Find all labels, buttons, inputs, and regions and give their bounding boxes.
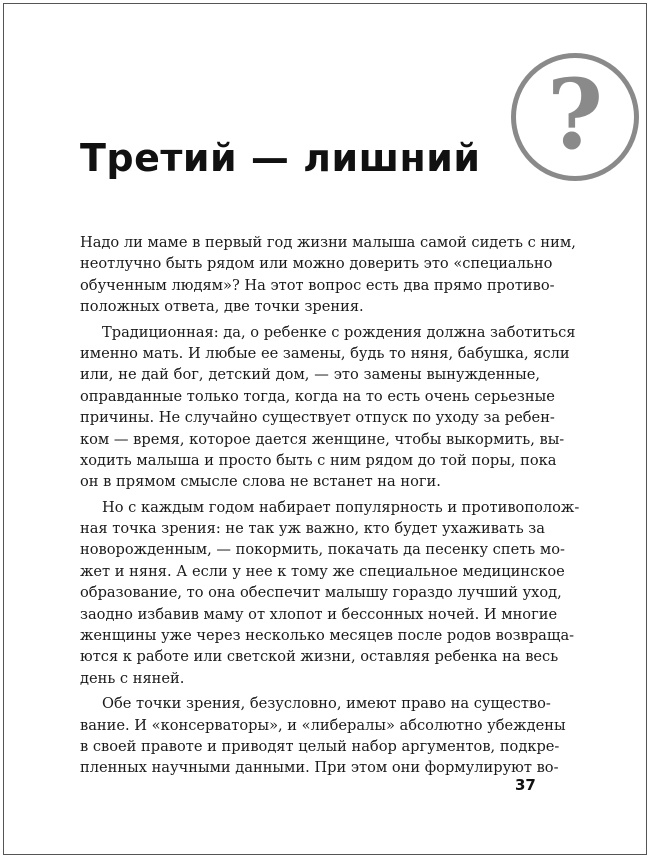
text-line: положных ответа, две точки зрения. bbox=[80, 298, 364, 316]
question-mark-badge bbox=[511, 53, 639, 181]
paragraph-4 bbox=[80, 693, 566, 779]
text-line: ходить малыша и просто быть с ним рядом до той поры, пока bbox=[80, 451, 557, 469]
question-mark-icon: ? bbox=[546, 58, 604, 171]
text-line: неотлучно быть рядом или можно доверить это «специально bbox=[80, 255, 553, 273]
text-line: Обе точки зрения, безусловно, имеют право на существо- bbox=[102, 695, 551, 713]
text-line: ком — время, которое дается женщине, чтобы выкормить, вы- bbox=[80, 430, 565, 448]
text-line: Традиционная: да, о ребенке с рождения должна заботиться bbox=[102, 323, 576, 341]
text-line: Надо ли маме в первый год жизни малыша самой сидеть с ним, bbox=[80, 234, 576, 251]
text-line: или, не дай бог, детский дом, — это замены вынужденные, bbox=[80, 366, 540, 384]
text-line: он в прямом смысле слова не встанет на ноги. bbox=[80, 473, 441, 491]
body-text bbox=[80, 232, 580, 783]
text-line: оправданные только тогда, когда на то есть очень серьезные bbox=[80, 387, 555, 405]
text-line: пленных научными данными. При этом они формулируют во- bbox=[80, 759, 559, 777]
page-number: 37 bbox=[515, 776, 536, 794]
text-line: обученным людям»? На этот вопрос есть два прямо противо- bbox=[80, 276, 555, 294]
paragraph-2 bbox=[80, 322, 576, 493]
text-line: Но с каждым годом набирает популярность и противополож- bbox=[102, 498, 580, 516]
text-line: ются к работе или светской жизни, оставляя ребенка на весь bbox=[80, 648, 559, 666]
text-line: в своей правоте и приводят целый набор аргументов, подкре- bbox=[80, 737, 560, 755]
text-line: женщины уже через несколько месяцев после родов возвраща- bbox=[80, 627, 575, 645]
text-line: день с няней. bbox=[80, 669, 185, 687]
paragraph-1 bbox=[80, 232, 576, 318]
text-line: именно мать. И любые ее замены, будь то няня, бабушка, ясли bbox=[80, 344, 570, 362]
chapter-title: Третий — лишний bbox=[80, 136, 481, 180]
paragraph-3 bbox=[80, 497, 580, 690]
text-line: образование, то она обеспечит малышу гораздо лучший уход, bbox=[80, 584, 562, 602]
text-line: ная точка зрения: не так уж важно, кто будет ухаживать за bbox=[80, 520, 545, 538]
text-line: вание. И «консерваторы», и «либералы» абсолютно убеждены bbox=[80, 716, 566, 734]
text-line: жет и няня. А если у нее к тому же специальное медицинское bbox=[80, 562, 565, 580]
text-line: причины. Не случайно существует отпуск по уходу за ребен- bbox=[80, 409, 555, 427]
text-line: заодно избавив маму от хлопот и бессонных ночей. И многие bbox=[80, 605, 558, 623]
text-line: новорожденным, — покормить, покачать да песенку спеть мо- bbox=[80, 541, 565, 559]
